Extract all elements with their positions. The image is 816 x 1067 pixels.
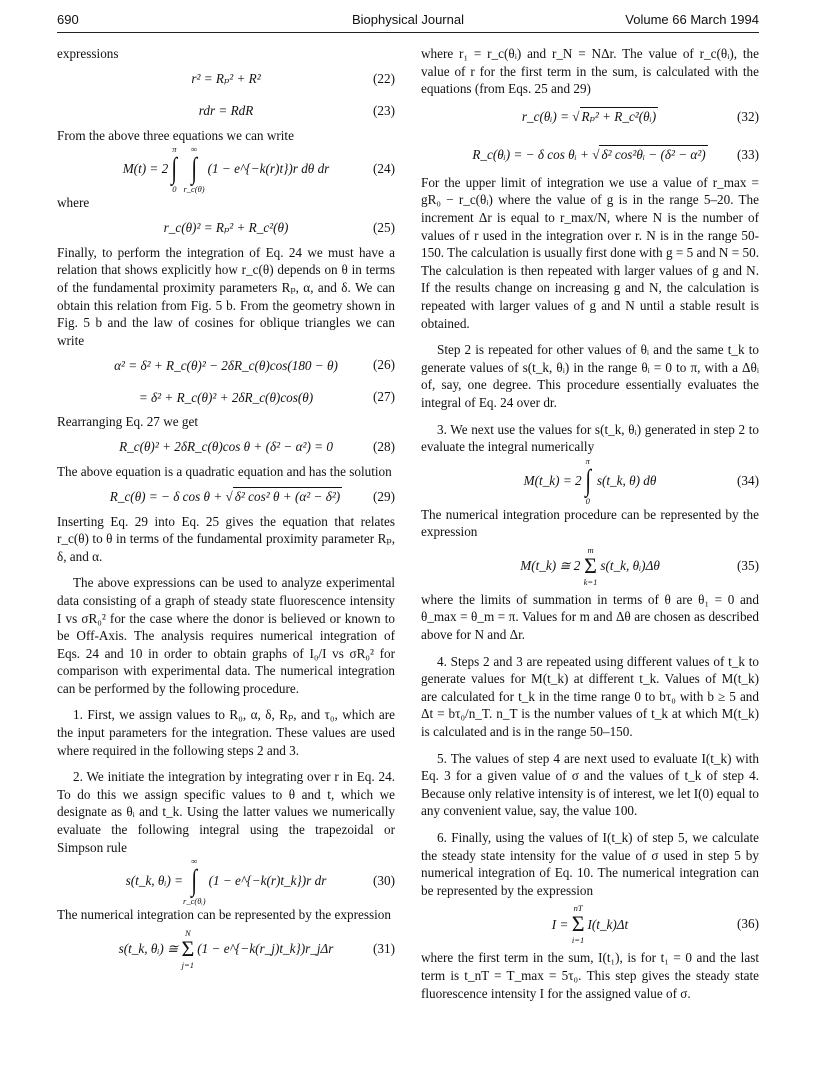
upper-limit: ∞ [191,856,198,867]
paragraph: 4. Steps 2 and 3 are repeated using different values of t_k to generate values for M(t_k) at different t_k. Values of M(t_k) are calculated for t_k in the time range 0 to bτ₀ with b ≥ 5 and Δt = bτ₀/n_T. n_T is the number values of t_k at which M(t_k) is calculated and is in the range 50–150. [421,653,759,740]
equation-number: (32) [737,108,759,124]
paragraph: 3. We next use the values for s(t_k, θᵢ) generated in step 2 to evaluate the integral numerically [421,421,759,455]
equation-23 [57,95,395,127]
equation-number: (30) [373,873,395,889]
paragraph: where r₁ = r_c(θᵢ) and r_N = NΔr. The value of r_c(θᵢ), the value of r for the first term in the sum, is calculated with the equations (from Eqs. 25 and 29) [421,46,759,97]
equation-36: I = nT Σ i=1 I(t_k)Δt (36) [551,903,759,946]
lower-limit: r_c(θ) [183,184,205,195]
paragraph: 5. The values of step 4 are next used to evaluate I(t_k) with Eq. 3 for a given value of σ and the values of t_k of step 4. Because only relative intensity is of interest, we let I(0) equal to any convenient value, say, the value 100. [421,750,759,819]
page-header [57,12,759,32]
equation-34: M(t_k) = 2 π ∫ 0 s(t_k, θ) dθ (34) [523,455,759,506]
paragraph: Finally, to perform the integration of Eq. 24 we must have a relation that shows explicitly how r_c(θ) depends on θ in terms of the fundamental proximity parameters Rₚ, α, and δ. We can obtain this relation from Fig. 5 b. From the geometry shown in Fig. 5 b and the law of cosines for oblique triangles we can write [57,244,395,348]
equation-24: M(t) = 2 π ∫ 0 ∞ ∫ r_c(θ) (1 − e^{−k(r)t})r dθ dr (24) [122,144,395,195]
upper-limit: nT [573,903,583,914]
equation-number: (27) [373,389,395,405]
upper-limit: ∞ [190,144,198,155]
equation-30: s(t_k, θᵢ) = ∞ ∫ r_c(θᵢ) (1 − e^{−k(r)t_k})r dr (30) [125,856,395,907]
equation-body: r_c(θ)² = Rₚ² + R_c²(θ) [163,219,289,235]
paragraph: where the limits of summation in terms of θ are θ₁ = 0 and θ_max = θ_m = π. Values for m and Δθ are chosen as described above for N and Δr. [421,591,759,643]
equation-32: r_c(θᵢ) = √ Rₚ² + R_c²(θᵢ) (32) [521,108,759,125]
equation-lhs: r_c(θᵢ) = [521,108,569,124]
lower-limit: i=1 [571,935,585,946]
journal-title: Biophysical Journal [351,12,464,27]
equation-lhs: s(t_k, θᵢ) ≅ [118,941,179,957]
equation-body: = δ² + R_c(θ)² + 2δR_c(θ)cos(θ) [138,389,314,405]
equation-body: R_c(θ)² + 2δR_c(θ)cos θ + (δ² − α²) = 0 [119,439,333,455]
equation-number: (26) [373,357,395,373]
lower-limit: j=1 [181,959,195,970]
paragraph: 2. We initiate the integration by integrating over r in Eq. 24. To do this we assign specific values to θ and t, which we designate as θᵢ and t_k. Using the latter values we numerically evaluate the following integral using the trapezoidal or Simpson rule [57,769,395,855]
equation-27 [57,381,395,413]
header-rule [57,32,759,33]
lower-limit: 0 [585,495,590,506]
paragraph: For the upper limit of integration we use a value of r_max = gR₀ − r_c(θᵢ) where the value of g is in the range 5–20. The increment Δr is equal to r_max/N, where N is the number of values of r used in the integration over r. N is in the range 50- 150. The calculation is usually first done with g = 5 and N = 50. The calculation is then repeated with larger values of g and N. If the results change on increasing g and N, the calculation is repeated with larger values of g and N until a stable result is obtained. [421,174,759,331]
paragraph: The numerical integration procedure can be represented by the expression [421,506,759,540]
equation-22 [57,63,395,95]
equation-lhs: M(t_k) = 2 [523,472,582,488]
equation-lhs: M(t) = 2 [122,161,169,177]
equation-number: (25) [373,219,395,235]
equation-28 [57,431,395,463]
upper-limit: m [587,544,594,555]
equation-number: (36) [737,916,759,932]
upper-limit: π [585,455,590,466]
paragraph: Step 2 is repeated for other values of θᵢ and the same t_k to generate values of s(t_k, θᵢ) in the range θᵢ = 0 to π, with a Δθᵢ of, say, one degree. This procedure essentially evaluates the integral of Eq. 24 over dr. [421,342,759,410]
equation-35: M(t_k) ≅ 2 m Σ k=1 s(t_k, θᵢ)Δθ (35) [520,544,759,587]
equation-lhs: s(t_k, θᵢ) = [125,873,184,889]
radicand: Rₚ² + R_c²(θᵢ) [581,109,657,125]
paragraph: From the above three equations we can write [57,127,294,143]
paragraph: The above expressions can be used to analyze experimental data consisting of a graph of steady state fluorescence intensity I vs σR₀² for the case where the donor is believed or known to be Off-Axis. The analysis requires numerical integration of Eqs. 24 and 10 in order to obtain graphs of I₀/I vs σR₀² for comparison with experimental data. The numerical integration can be performed by the following procedure. [57,575,395,696]
equation-number: (34) [737,472,759,488]
equation-body: r² = Rₚ² + R² [191,70,261,86]
integrand: (1 − e^{−k(r)t})r dθ dr [207,161,330,177]
right-column [421,45,759,1002]
equation-number: (23) [373,102,395,118]
paragraph: The above equation is a quadratic equation and has the solution [57,463,392,479]
equation-lhs: I = [551,916,569,932]
lower-limit: 0 [172,184,177,195]
equation-25 [57,212,395,244]
equation-lhs: M(t_k) ≅ 2 [520,558,581,574]
integrand: s(t_k, θ) dθ [596,472,657,488]
equation-body: rdr = RdR [198,102,254,118]
paragraph: expressions [57,46,119,61]
upper-limit: π [172,144,177,155]
radicand: δ² cos²θᵢ − (δ² − α²) [601,147,706,163]
upper-limit: N [185,927,191,938]
volume-info: Volume 66 March 1994 [625,12,759,27]
equation-lhs: R_c(θᵢ) = − δ cos θᵢ + [472,146,589,162]
equation-26 [57,349,395,381]
integrand: (1 − e^{−k(r)t_k})r dr [208,873,327,889]
equation-31: s(t_k, θᵢ) ≅ N Σ j=1 (1 − e^{−k(r_j)t_k})r_jΔr (31) [118,927,395,970]
paragraph: 6. Finally, using the values of I(t_k) of step 5, we calculate the steady state intensity for the value of σ used in step 5 by numerical integration of Eq. 10. The numerical integration can be represented by the expression [421,830,759,898]
left-column [57,45,395,974]
equation-number: (28) [373,439,395,455]
paragraph: 1. First, we assign values to R₀, α, δ, Rₚ, and τ₀, which are the input parameters for the integration. These values are used where required in the following steps 2 and 3. [57,707,395,758]
paragraph: Rearranging Eq. 27 we get [57,414,198,430]
summand: I(t_k)Δt [587,916,629,932]
equation-body: α² = δ² + R_c(θ)² − 2δR_c(θ)cos(180 − θ) [114,357,338,373]
equation-number: (24) [373,161,395,177]
lower-limit: k=1 [583,576,598,587]
equation-number: (29) [373,488,395,504]
summand: s(t_k, θᵢ)Δθ [600,558,660,574]
paragraph: Inserting Eq. 29 into Eq. 25 gives the equation that relates r_c(θ) to θ in terms of the fundamental proximity parameter Rₚ, δ, and α. [57,513,395,564]
lower-limit: r_c(θᵢ) [183,896,206,907]
equation-number: (31) [373,941,395,957]
equation-number: (22) [373,70,395,86]
equation-number: (35) [737,558,759,574]
equation-lhs: R_c(θ) = − δ cos θ + [109,488,223,504]
equation-number: (33) [737,146,759,162]
paragraph: where [57,195,90,211]
paragraph: The numerical integration can be represented by the expression [57,907,391,923]
equation-33: R_c(θᵢ) = − δ cos θᵢ + √ δ² cos²θᵢ − (δ² − α²) (33) [472,146,759,163]
radicand: δ² cos² θ + (α² − δ²) [234,489,341,505]
page-number: 690 [57,12,79,27]
paragraph: where the first term in the sum, I(t₁), is for t₁ = 0 and the last term is t_nT = T_max = 5τ₀. This step gives the steady state fluorescence intensity I for the assigned value of σ. [421,950,759,1001]
equation-29: R_c(θ) = − δ cos θ + √ δ² cos² θ + (α² − δ²) (29) [109,488,395,505]
summand: (1 − e^{−k(r_j)t_k})r_jΔr [197,941,334,957]
